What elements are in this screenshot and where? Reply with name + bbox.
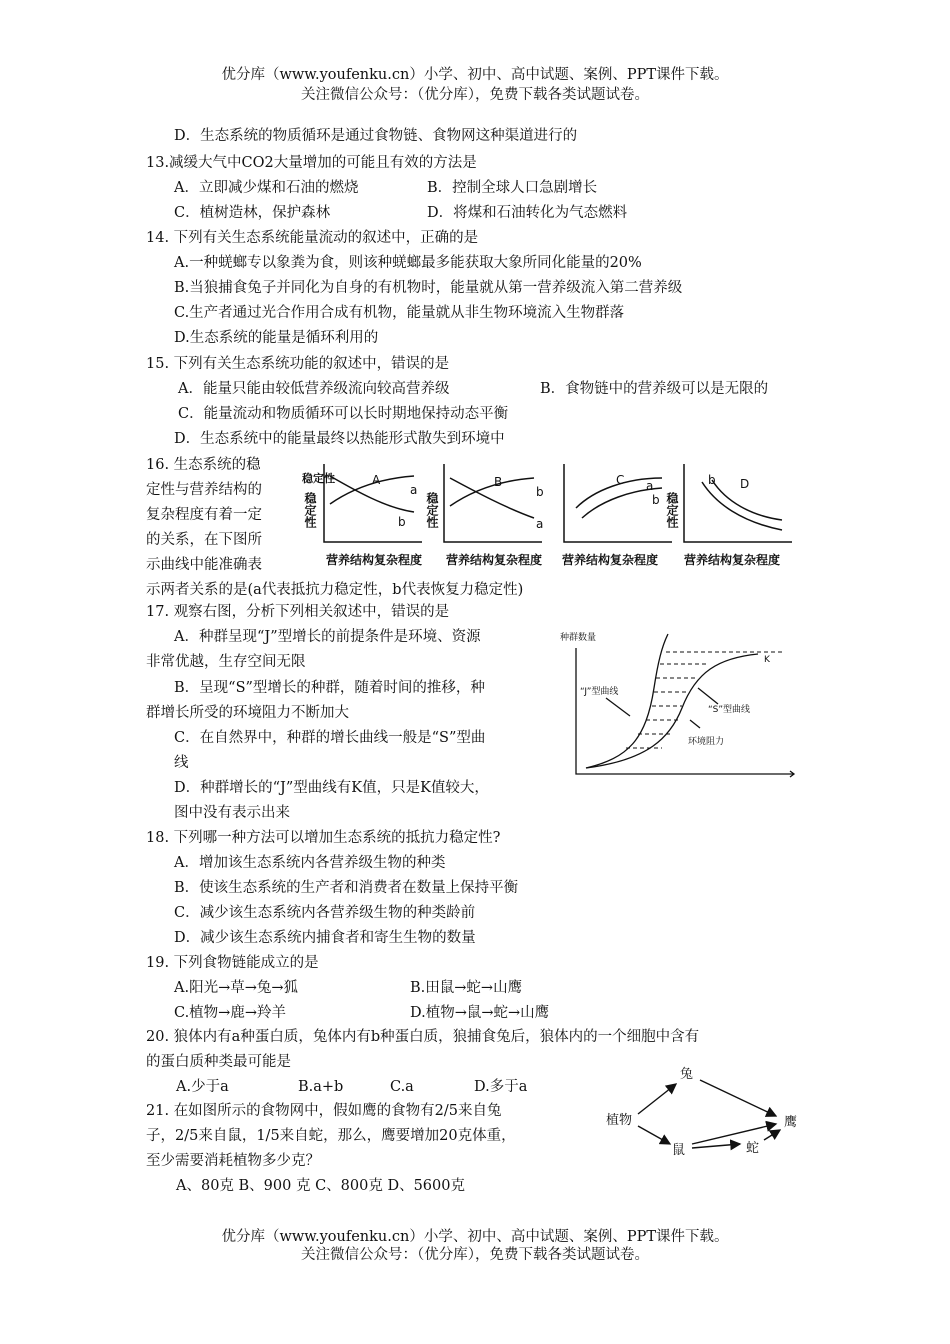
q19-option-b: B.田鼠→蛇→山鹰 [410,980,523,996]
q16-line6: 示两者关系的是(a代表抵抗力稳定性，b代表恢复力稳定性) [146,582,524,598]
q21-line2: 子，2/5来自鼠，1/5来自蛇，那么，鹰要增加20克体重， [146,1128,516,1144]
q17-option-c-line1: C．在自然界中，种群的增长曲线一般是“S”型曲 [174,730,486,746]
q15-stem: 15. 下列有关生态系统功能的叙述中，错误的是 [146,356,450,372]
web-eagle: 鹰 [784,1115,798,1130]
j-curve-label: “J”型曲线 [580,687,619,697]
q14-option-b: B.当狼捕食兔子并同化为自身的有机物时，能量就从第一营养级流入第二营养级 [174,280,683,296]
page-header-line2: 关注微信公众号：（优分库），免费下载各类试题试卷。 [301,87,649,103]
q20-option-d: D.多于a [474,1079,528,1095]
q19-option-d: D.植物→鼠→蛇→山鹰 [410,1005,550,1021]
resistance-pointer [690,720,700,728]
panel-b-curve-b [450,478,534,506]
q13-stem: 13.减缓大气中CO2大量增加的可能且有效的方法是 [146,155,477,171]
q18-option-b: B．使该生态系统的生产者和消费者在数量上保持平衡 [174,880,519,896]
q17-option-a-line1: A．种群呈现“J”型增长的前提条件是环境、资源 [174,629,481,645]
q20-option-c: C.a [390,1079,414,1095]
panel-c-xlabel: 营养结构复杂程度 [562,553,659,567]
q20-line1: 20. 狼体内有a种蛋白质，兔体内有b种蛋白质，狼捕食兔后，狼体内的一个细胞中含有 [146,1029,700,1045]
q17-stem: 17. 观察右图，分析下列相关叙述中，错误的是 [146,604,450,620]
panel-b-ylabel: 稳定性 [425,492,439,528]
q16-line5: 示曲线中能准确表 [146,557,262,573]
q16-line2: 定性与营养结构的 [146,482,262,498]
q19-option-c: C.植物→鹿→羚羊 [174,1005,286,1021]
page-header-line1: 优分库（www.youfenku.cn）小学、初中、高中试题、案例、PPT课件下载。 [221,67,729,83]
q17-option-d-line1: D．种群增长的“J”型曲线有K值，只是K值较大， [174,780,489,796]
panel-d-xlabel: 营养结构复杂程度 [684,553,781,567]
j-label-pointer [606,698,630,716]
q17-population-figure [558,628,798,780]
web-rabbit: 兔 [680,1067,694,1082]
q16-stability-figure [296,456,796,574]
q13-option-d: D．将煤和石油转化为气态燃料 [427,205,628,221]
panel-d-curve-b-label: b [708,473,716,487]
q14-stem: 14. 下列有关生态系统能量流动的叙述中，正确的是 [146,230,479,246]
q17-option-c-line2: 线 [174,755,189,771]
q20-option-b: B.a+b [298,1079,344,1095]
q18-stem: 18. 下列哪一种方法可以增加生态系统的抵抗力稳定性? [146,830,501,846]
panel-b-axes [444,464,542,542]
q15-option-b: B．食物链中的营养级可以是无限的 [540,381,769,397]
population-axes [576,648,794,774]
panel-c-curve-b-label: b [652,493,660,507]
q16-line4: 的关系，在下图所 [146,532,262,548]
panel-c-curve-a-label: a [646,479,654,493]
arrow-plant-rabbit [638,1084,676,1114]
q15-option-a: A．能量只能由较低营养级流向较高营养级 [178,381,450,397]
q19-option-a: A.阳光→草→兔→狐 [174,980,299,996]
panel-d-axes [684,464,792,542]
q17-option-b-line1: B．呈现“S”型增长的种群，随着时间的推移，种 [174,680,485,696]
s-label-pointer [698,688,718,704]
resistance-label: 环境阻力 [688,737,725,747]
arrow-snake-eagle [764,1130,780,1140]
panel-c-title: C [616,473,625,487]
q19-stem: 19. 下列食物链能成立的是 [146,955,319,971]
q20-line2: 的蛋白质种类最可能是 [146,1054,291,1070]
web-snake: 蛇 [746,1141,760,1156]
arrow-plant-mouse [638,1126,670,1144]
q14-option-c: C.生产者通过光合作用合成有机物，能量就从非生物环境流入生物群落 [174,305,625,321]
panel-a-xlabel: 营养结构复杂程度 [326,553,423,567]
panel-a-ylabel-1: 稳定性 [302,472,335,485]
q21-food-web [600,1060,810,1160]
page-footer-line2: 关注微信公众号：（优分库），免费下载各类试题试卷。 [301,1247,649,1263]
arrow-mouse-eagle [692,1124,776,1144]
q12-option-d: D．生态系统的物质循环是通过食物链、食物网这种渠道进行的 [174,128,578,144]
population-ylabel: 种群数量 [560,633,597,643]
panel-d-ylabel: 稳定性 [665,492,679,528]
page-footer-line1: 优分库（www.youfenku.cn）小学、初中、高中试题、案例、PPT课件下载。 [221,1229,729,1245]
panel-a-curve-a-label: a [410,483,418,497]
panel-a-ylabel: 稳定性 [303,492,317,528]
q20-option-a: A.少于a [176,1079,229,1095]
s-curve-label: “S”型曲线 [708,705,751,715]
q17-option-b-line2: 群增长所受的环境阻力不断加大 [146,705,349,721]
q13-option-a: A．立即减少煤和石油的燃烧 [174,180,359,196]
q21-line1: 21. 在如图所示的食物网中，假如鹰的食物有2/5来自兔 [146,1103,502,1119]
q18-option-c: C．减少该生态系统内各营养级生物的种类龄前 [174,905,476,921]
web-plant: 植物 [606,1113,633,1128]
q17-option-a-line2: 非常优越，生存空间无限 [146,654,306,670]
q18-option-d: D．减少该生态系统内捕食者和寄生生物的数量 [174,930,476,946]
q16-line3: 复杂程度有着一定 [146,507,262,523]
q21-options: A、80克 B、900 克 C、800克 D、5600克 [176,1178,465,1194]
panel-b-xlabel: 营养结构复杂程度 [446,553,543,567]
arrow-mouse-snake [692,1144,740,1148]
q15-option-d: D．生态系统中的能量最终以热能形式散失到环境中 [174,431,505,447]
q14-option-d: D.生态系统的能量是循环利用的 [174,330,379,346]
panel-a-curve-b-label: b [398,515,406,529]
q13-option-b: B．控制全球人口急剧增长 [427,180,598,196]
panel-b-title: B [494,475,503,489]
q15-option-c: C．能量流动和物质循环可以长时期地保持动态平衡 [178,406,509,422]
panel-b-curve-b-label: b [536,485,544,499]
panel-a-title: A [372,473,381,487]
q16-line1: 16. 生态系统的稳 [146,457,261,473]
q13-option-c: C．植树造林，保护森林 [174,205,331,221]
arrow-rabbit-eagle [700,1080,776,1116]
k-label: K [764,655,770,665]
web-mouse: 鼠 [672,1143,686,1158]
q14-option-a: A.一种蜣螂专以象粪为食，则该种蜣螂最多能获取大象所同化能量的20% [174,255,642,271]
panel-d-title: D [740,477,750,491]
q21-line3: 至少需要消耗植物多少克？ [146,1153,320,1169]
q17-option-d-line2: 图中没有表示出来 [174,805,290,821]
resistance-dashes [626,652,784,748]
q18-option-a: A．增加该生态系统内各营养级生物的种类 [174,855,446,871]
panel-b-curve-a-label: a [536,517,544,531]
